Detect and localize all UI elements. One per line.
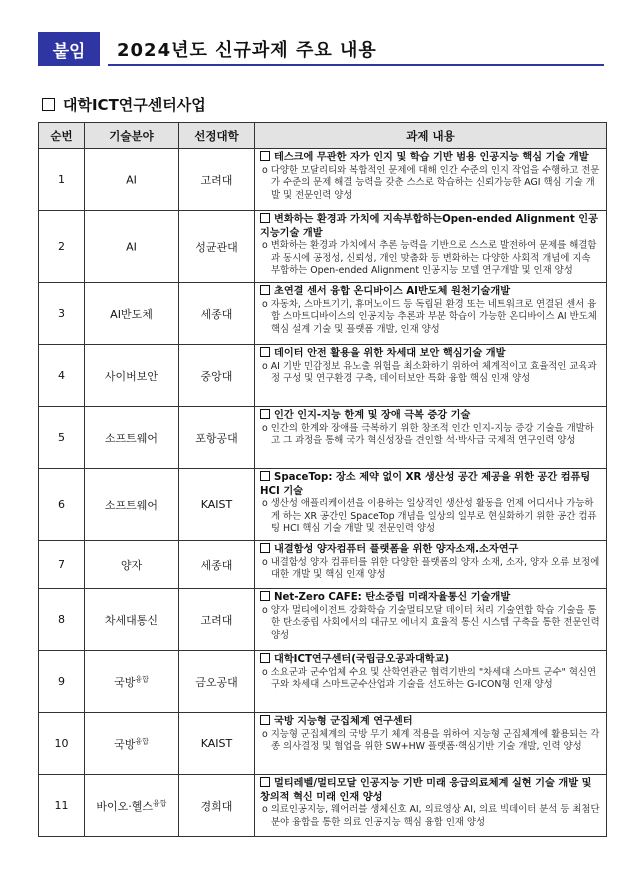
row-number: 10 [39,713,85,775]
circle-bullet-icon: o [262,360,268,372]
project-title [260,777,601,804]
project-content [255,713,607,775]
checkbox-square-icon [260,777,270,787]
circle-bullet-icon: o [262,422,268,434]
circle-bullet-icon: o [262,164,268,176]
project-description [260,240,601,278]
project-title [260,715,601,729]
project-content [255,149,607,211]
table-row [39,345,607,407]
tech-field-sup: 융합 [153,798,167,807]
table-row [39,589,607,651]
row-number: 5 [39,407,85,469]
tech-field [85,713,179,775]
project-description [260,804,601,829]
project-title-text: 대학ICT연구센터(국립금오공과대학교) [274,654,450,665]
row-number: 9 [39,651,85,713]
project-title [260,347,601,361]
table-header-row [39,123,607,149]
checkbox-square-icon [260,653,270,663]
project-title [260,285,601,299]
circle-bullet-icon: o [262,728,268,740]
row-number: 11 [39,775,85,837]
project-title-text: 초연결 센서 융합 온디바이스 AI반도체 원천기술개발 [274,286,511,297]
project-title-text: 내결함성 양자컴퓨터 플랫폼을 위한 양자소재.소자연구 [274,544,519,555]
university: 금오공대 [179,651,255,713]
row-number: 1 [39,149,85,211]
project-description-text: 인간의 한계와 장애를 극복하기 위한 창조적 인간 인지-지능 증강 기술을 개발하고 그 과정을 통해 국가 혁신성장을 견인할 석·박사급 국제적 연구인력 양성 [270,422,594,447]
project-description-text: 변화하는 환경과 가치에서 추론 능력을 기반으로 스스로 발전하여 문제를 해결함과 동시에 공정성, 신뢰성, 개인 맞춤화 등 변화하는 다양한 사회적 개념에 지속 부합하는 Open-ended Alignment 인공지능 모델 연구개발 및 인재 양성 [270,240,597,277]
project-description-text: 생산성 애플리케이션을 이용하는 일상적인 생산성 활동을 언제 어디서나 가능하게 하는 XR 공간인 SpaceTop 개념을 일상의 일부로 현실화하기 위한 공간 컴퓨팅 HCI 핵심 기술 개발 및 전문인력 양성 [270,498,597,535]
project-table [38,122,607,837]
university: 중앙대 [179,345,255,407]
table-row [39,541,607,589]
university: 성균관대 [179,211,255,283]
tech-field-label: 국방 [114,737,136,751]
tech-field-label: 사이버보안 [104,369,159,383]
tech-field-label: 바이오·헬스 [96,799,154,813]
tech-field [85,469,179,541]
checkbox-square-icon [260,151,270,161]
project-title-text: 인간 인지-지능 한계 및 장애 극복 증강 기술 [274,410,471,421]
table-row [39,651,607,713]
circle-bullet-icon: o [262,556,268,568]
circle-bullet-icon: o [262,298,268,310]
row-number: 8 [39,589,85,651]
university: 세종대 [179,541,255,589]
table-row [39,775,607,837]
project-title [260,543,601,557]
university: 고려대 [179,149,255,211]
project-title-text: 데이터 안전 활용을 위한 차세대 보안 핵심기술 개발 [274,348,506,359]
tech-field-label: 양자 [120,558,143,572]
tech-field-label: AI [126,240,137,254]
circle-bullet-icon: o [262,240,268,251]
project-description-text: 내결함성 양자 컴퓨터를 위한 다양한 플랫폼의 양자 소재, 소자, 양자 오류 보정에 대한 개발 및 핵심 인재 양성 [270,556,600,581]
table-row [39,407,607,469]
row-number: 7 [39,541,85,589]
checkbox-square-icon [260,347,270,357]
project-title-text: SpaceTop: 장소 제약 없이 XR 생산성 공간 제공을 위한 공간 컴퓨팅 HCI 기술 [260,472,591,497]
row-number: 3 [39,283,85,345]
tech-field-label: 국방 [114,675,136,689]
project-description [260,299,601,337]
header-underline [108,64,604,66]
tech-field [85,541,179,589]
tech-field [85,589,179,651]
tech-field-sup: 융합 [135,736,149,745]
university: 고려대 [179,589,255,651]
university: KAIST [179,469,255,541]
circle-bullet-icon: o [262,804,268,815]
project-description-text: 소요군과 군수업체 수요 및 산학연관군 협력기반의 "차세대 스마트 군수" 혁신연구와 차세대 스마트군수산업과 기술을 선도하는 G-ICON형 인재 양성 [270,666,596,691]
checkbox-square-icon [260,285,270,295]
tech-field-label: AI [126,173,137,187]
section-title: 대학ICT연구센터사업 [63,96,206,114]
row-number: 2 [39,211,85,283]
project-title [260,471,601,498]
project-title [260,151,601,165]
row-number: 6 [39,469,85,541]
table-row [39,469,607,541]
tech-field [85,345,179,407]
checkbox-square-icon [260,543,270,553]
column-header-univ: 선정대학 [179,123,255,149]
page-title: 2024년도 신규과제 주요 내용 [117,40,377,61]
project-description [260,605,601,643]
column-header-no: 순번 [39,123,85,149]
checkbox-square-icon [42,98,55,111]
project-description-text: 다양한 모달리티와 복합적인 문제에 대해 인간 수준의 인지 작업을 수행하고 전문가 수준의 문제 해결 능력을 갖춘 스스로 학습하는 신뢰가능한 AGI 핵심 기술 개발 및 전문인력 양성 [270,164,600,201]
project-description [260,498,601,536]
project-content [255,589,607,651]
checkbox-square-icon [260,409,270,419]
column-header-content: 과제 내용 [255,123,607,149]
table-row [39,283,607,345]
project-title [260,409,601,423]
tech-field [85,211,179,283]
checkbox-square-icon [260,213,270,223]
project-title-text: 테스크에 무관한 자가 인지 및 학습 기반 범용 인공지능 핵심 기술 개발 [274,152,589,163]
project-content [255,283,607,345]
project-title [260,653,601,667]
project-description-text: 양자 멀티에이전트 강화학습 기술멀티모달 데이터 처리 기술연합 학습 기술을 통한 탄소중립 사회에서의 대규모 에너지 효율적 통신 시스템 구축을 통한 전문인력 양성 [270,604,600,641]
project-description-text: 자동차, 스마트기기, 휴머노이드 등 독립된 환경 또는 네트워크로 연결된 센서 융합 스마트디바이스의 인공지능 추론과 부분 학습이 가능한 온디바이스 AI 반도체 핵심 설계 기술 및 플랫폼 개발, 인재 양성 [270,298,597,335]
project-content [255,541,607,589]
project-description [260,423,601,448]
project-description [260,667,601,692]
project-description [260,557,601,582]
row-number: 4 [39,345,85,407]
tech-field-sup: 융합 [135,674,149,683]
project-content [255,469,607,541]
table-row [39,713,607,775]
table-row [39,149,607,211]
tech-field [85,283,179,345]
university: 포항공대 [179,407,255,469]
project-content [255,345,607,407]
tech-field-label: AI반도체 [110,307,153,321]
project-title [260,213,601,240]
university: 세종대 [179,283,255,345]
column-header-field: 기술분야 [85,123,179,149]
project-description-text: 의료인공지능, 웨어러블 생체신호 AI, 의료영상 AI, 의료 빅데이터 분석 등 최첨단 분야 융합을 통한 의료 인공지능 핵심 융합 인재 양성 [270,804,600,828]
university: 경희대 [179,775,255,837]
university: KAIST [179,713,255,775]
project-content [255,211,607,283]
project-description [260,165,601,203]
tech-field-label: 차세대통신 [104,613,159,627]
project-content [255,651,607,713]
project-description [260,361,601,386]
checkbox-square-icon [260,471,270,481]
tech-field [85,651,179,713]
section-heading [42,94,206,115]
tech-field [85,149,179,211]
appendix-badge: 붙임 [38,32,100,66]
project-title-text: 국방 지능형 군집체계 연구센터 [274,716,413,727]
tech-field-label: 소프트웨어 [104,498,159,512]
tech-field [85,775,179,837]
project-content [255,407,607,469]
circle-bullet-icon: o [262,666,268,678]
project-title-text: 변화하는 환경과 가치에 지속부합하는Open-ended Alignment 인공지능기술 개발 [260,214,598,239]
checkbox-square-icon [260,715,270,725]
project-description-text: 지능형 군집체계의 국방 무기 체계 적용을 위하여 지능형 군집체계에 활용되는 각종 의사결정 및 협업을 위한 SW+HW 플랫폼·핵심기반 기술 개발, 인력 양성 [270,728,600,753]
circle-bullet-icon: o [262,604,268,616]
table-row [39,211,607,283]
tech-field-label: 소프트웨어 [104,431,159,445]
project-title-text: Net-Zero CAFE: 탄소중립 미래자율통신 기술개발 [274,592,511,603]
project-title-text: 멀티레벨/멀티모달 인공지능 기반 미래 응급의료체계 실현 기술 개발 및 창의적 혁신 미래 인재 양성 [260,778,592,803]
circle-bullet-icon: o [262,498,268,509]
appendix-header [38,32,604,66]
project-description [260,729,601,754]
project-title [260,591,601,605]
project-description-text: AI 기반 민감정보 유노출 위험을 최소화하기 위하여 체계적이고 효율적인 교육과정 구성 및 연구환경 구축, 데이터보안 특화 융합 핵심 인재 양성 [270,360,597,385]
checkbox-square-icon [260,591,270,601]
tech-field [85,407,179,469]
project-content [255,775,607,837]
